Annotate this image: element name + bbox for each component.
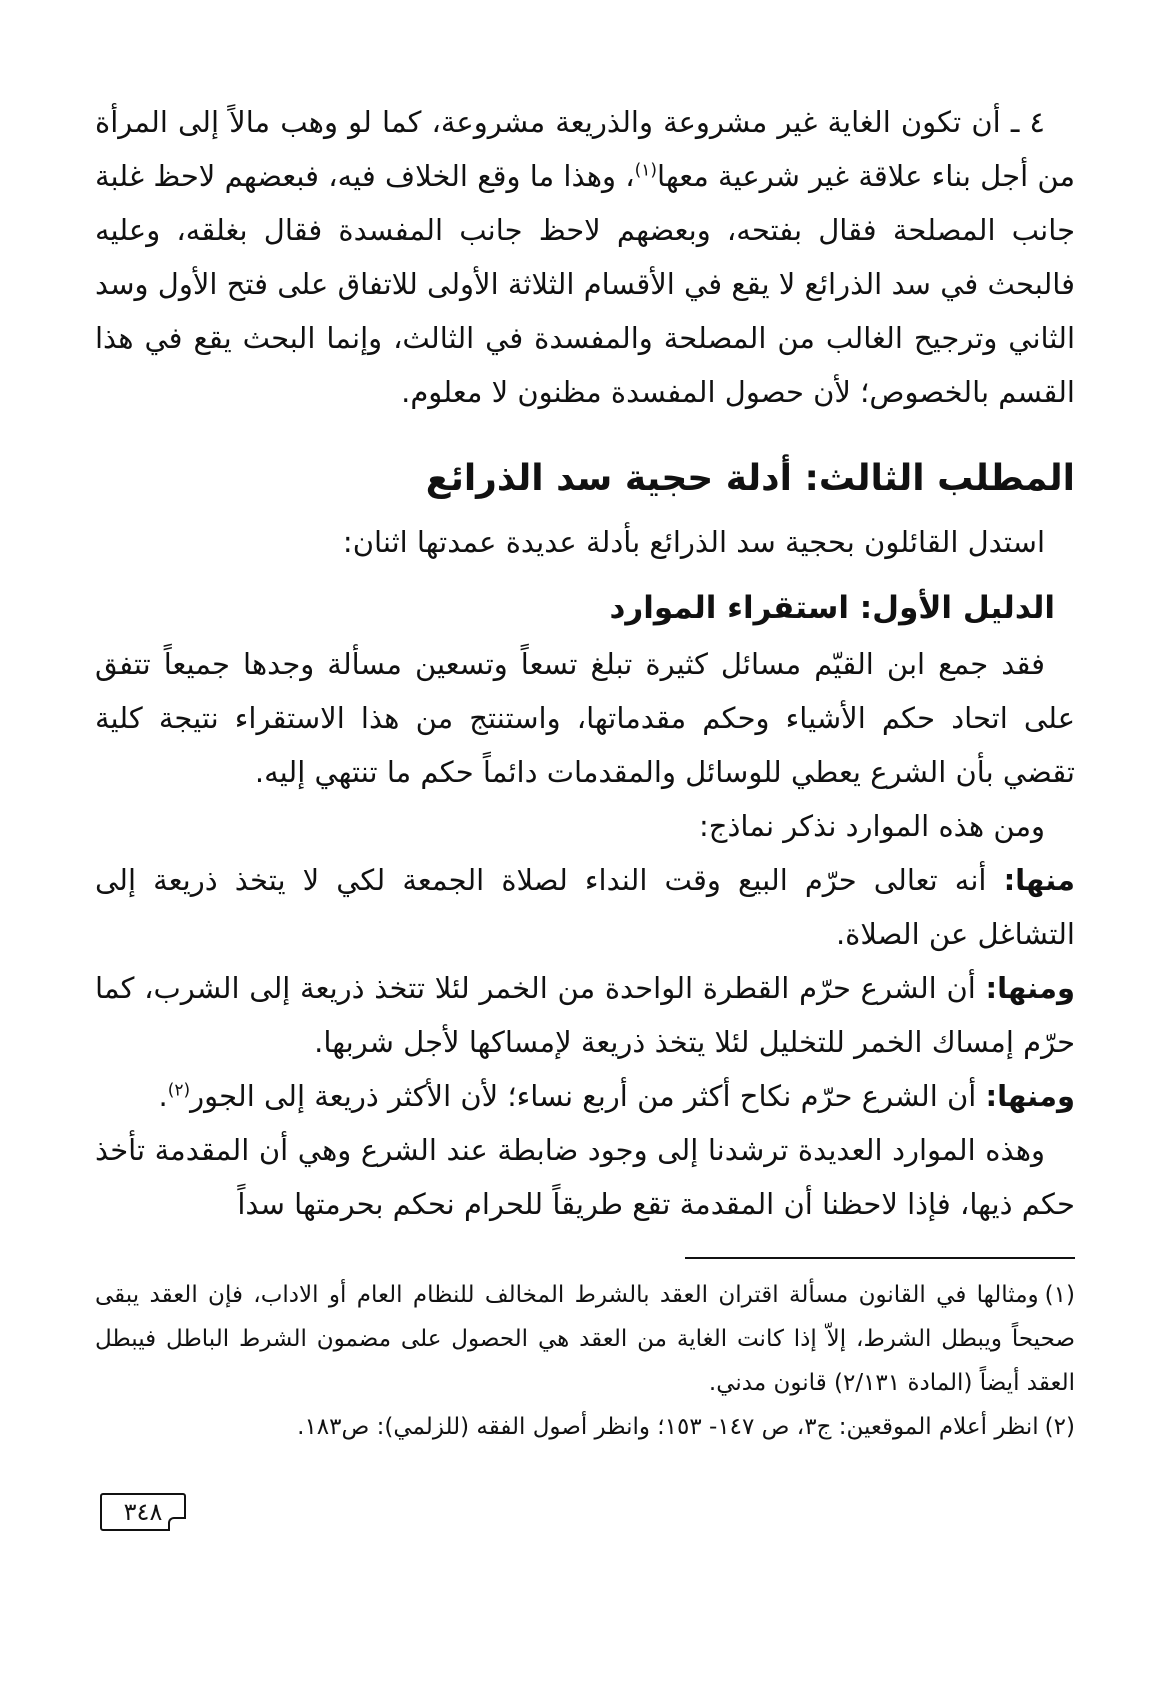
evidence-title: الدليل الأول: استقراء الموارد: [609, 590, 1055, 626]
footnote-2: [95, 1405, 1075, 1449]
section-title-sub: أدلة حجية سد الذرائع: [425, 458, 792, 499]
page-content: [95, 95, 1075, 1449]
example-marriage: [95, 1069, 1075, 1123]
paragraph-ibn-qayyim: فقد جمع ابن القيّم مسائل كثيرة تبلغ تسعاً وتسعين مسألة وجدها جميعاً تتفق على اتحاد حكم الأشياء وحكم مقدماتها، واستنتج من هذا الاستقراء نتيجة كلية تقضي بأن الشرع يعطي للوسائل والمقدمات دائماً حكم ما تنتهي إليه.: [95, 647, 1075, 789]
example-text: أنه تعالى حرّم البيع وقت النداء لصلاة الجمعة لكي لا يتخذ ذريعة إلى التشاغل عن الصلاة.: [95, 863, 1075, 951]
section-title-main: المطلب الثالث: [818, 458, 1075, 499]
example-end: .: [158, 1079, 168, 1113]
section-title: [95, 449, 1075, 509]
footnote-ref-2[interactable]: (٢): [167, 1080, 191, 1101]
footnote-divider: [685, 1257, 1075, 1259]
example-lead: ومنها:: [985, 1079, 1075, 1113]
footnote-text: ومثالها في القانون مسألة اقتران العقد بالشرط المخالف للنظام العام أو الاداب، فإن العقد يبقى صحيحاً ويبطل الشرط، إلاّ إذا كانت الغاية من العقد هي الحصول على مضمون الشرط الباطل فيبطل العقد أيضاً (المادة ٢/١٣١) قانون مدني.: [95, 1282, 1075, 1396]
paragraph-conclusion: وهذه الموارد العديدة ترشدنا إلى وجود ضابطة عند الشرع وهي أن المقدمة تأخذ حكم ذيها، فإذا لاحظنا أن المقدمة تقع طريقاً للحرام نحكم بحرمتها سداً: [95, 1133, 1075, 1221]
footnote-ref-1[interactable]: (١): [634, 160, 658, 181]
paragraph-text: ، وهذا ما وقع الخلاف فيه، فبعضهم لاحظ غلبة جانب المصلحة فقال بفتحه، وبعضهم لاحظ جانب المفسدة فقال بغلقه، وعليه فالبحث في سد الذرائع لا يقع في الأقسام الثلاثة الأولى للاتفاق على فتح الأول وسد الثاني وترجيح الغالب من المصلحة والمفسدة في الثالث، وإنما البحث يقع في هذا القسم بالخصوص؛ لأن حصول المفسدة مظنون لا معلوم.: [95, 159, 1075, 409]
paragraph-text: ٤ ـ أن تكون الغاية غير مشروعة والذريعة مشروعة، كما لو وهب مالاً إلى المرأة من أجل بناء علاقة غير شرعية معها: [95, 105, 1075, 193]
example-wine: [95, 961, 1075, 1069]
footnote-number: (١): [1044, 1282, 1075, 1308]
section-title-separator: :: [791, 458, 819, 499]
page-number: ٣٤٨: [100, 1493, 186, 1531]
footnote-1: [95, 1273, 1075, 1405]
example-text: أن الشرع حرّم القطرة الواحدة من الخمر لئلا تتخذ ذريعة إلى الشرب، كما حرّم إمساك الخمر للتخليل لئلا يتخذ ذريعة لإمساكها لأجل شربها.: [95, 971, 1075, 1059]
footnote-number: (٢): [1044, 1414, 1075, 1440]
example-text: أن الشرع حرّم نكاح أكثر من أربع نساء؛ لأن الأكثر ذريعة إلى الجور: [190, 1079, 986, 1113]
example-lead: ومنها:: [985, 971, 1075, 1005]
footnote-text: انظر أعلام الموقعين: ج٣، ص ١٤٧- ١٥٣؛ وانظر أصول الفقه (للزلمي): ص١٨٣.: [297, 1414, 1039, 1440]
footnote-divider-wrap: [95, 1257, 1075, 1259]
section-intro: استدل القائلون بحجية سد الذرائع بأدلة عديدة عمدتها اثنان:: [342, 525, 1045, 559]
paragraph-case-four: [95, 95, 1075, 419]
paragraph-examples-intro: ومن هذه الموارد نذكر نماذج:: [699, 809, 1045, 843]
example-lead: منها:: [1003, 863, 1075, 897]
example-friday-sale: [95, 853, 1075, 961]
